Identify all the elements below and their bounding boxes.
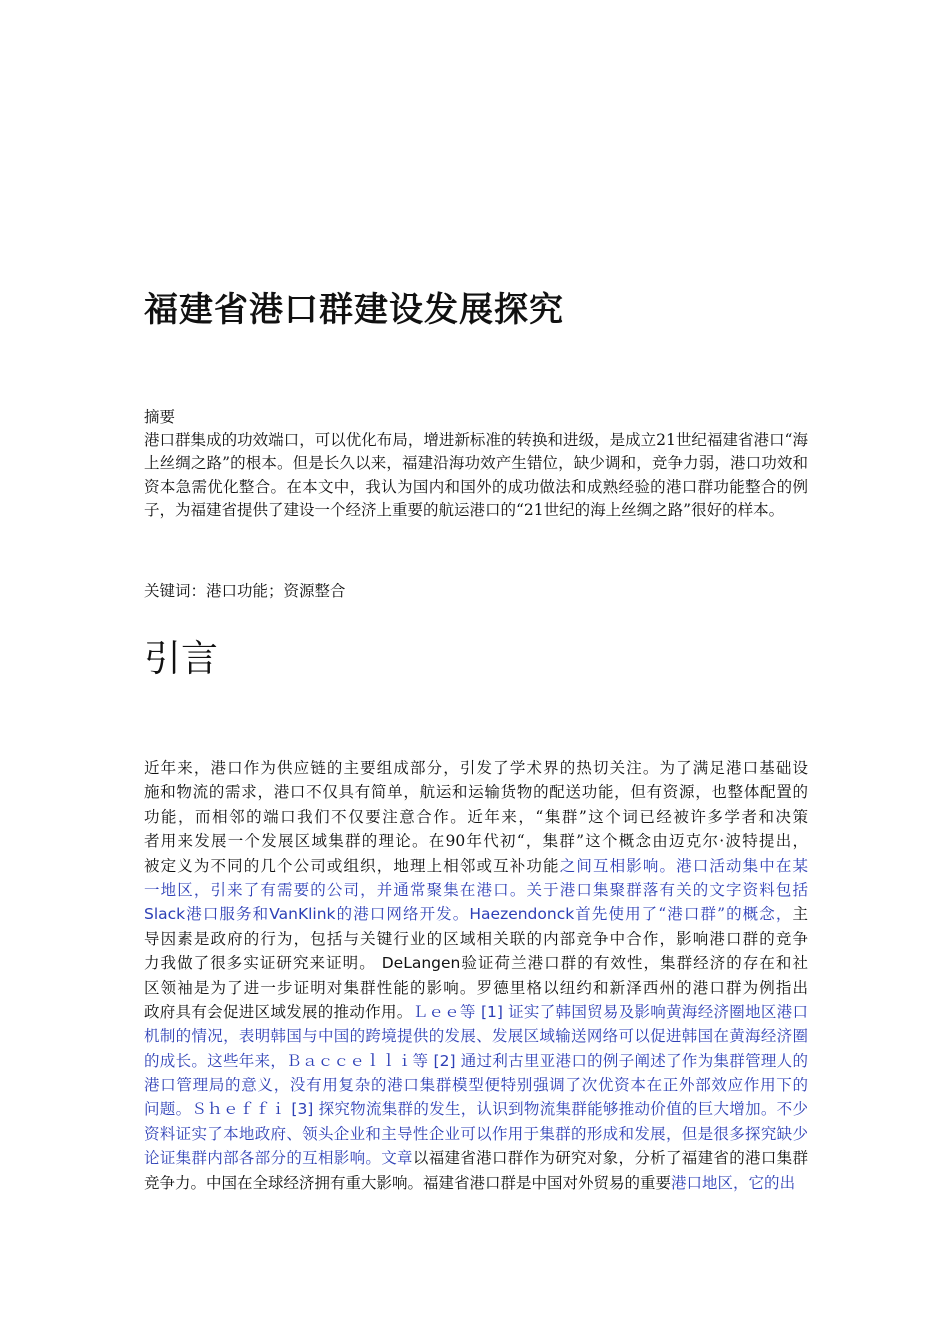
intro-text-segment: 通过 xyxy=(460,1051,493,1070)
intro-text-segment: 它的 xyxy=(748,1173,780,1192)
intro-text-segment: Ｓｈｅｆｆｉ [3] xyxy=(191,1100,319,1119)
intro-text-segment: 被定义为不同的几个公司或组织，地理上相邻或互补功能 xyxy=(144,856,560,875)
intro-text-segment: 罗德里格以纽约和新泽西州的港口群为例指出 xyxy=(476,978,808,997)
intro-line xyxy=(144,951,808,975)
abstract-label: 摘要 xyxy=(144,408,176,426)
intro-text-segment: 之间互相影响。 xyxy=(559,856,677,875)
intro-line xyxy=(144,1122,808,1146)
intro-text-segment: 证实了韩国贸易及影响黄海经济圈地区港口 xyxy=(508,1002,808,1021)
intro-line xyxy=(144,1097,808,1121)
intro-line xyxy=(144,1000,808,1024)
intro-text-segment: Ｌｅｅ等 [1] xyxy=(412,1002,509,1021)
intro-line xyxy=(144,902,808,926)
intro-text-segment: 者用来发展一个发展区域集群的理论。在90年代初“，集群”这个概念由迈克尔·波特提出， xyxy=(144,832,808,851)
intro-line xyxy=(144,1024,808,1048)
intro-text-segment: 港口管理局的意义，没有用复杂的港口集群模型便特别强调了次优资本在正外部效应作用下的 xyxy=(144,1076,808,1095)
intro-text-segment: Ｂａｃｃｅｌｌｉ等 [2] xyxy=(286,1051,461,1070)
intro-text-segment: Haezendonck xyxy=(469,905,575,924)
intro-text-segment: 近年来，港口作为供应链的主要组成部分，引发了学术界的热切关注。为了满足港口基础设 xyxy=(144,759,808,777)
section-heading-introduction: 引言 xyxy=(144,637,218,680)
intro-line xyxy=(144,756,808,780)
intro-text-segment: VanKlink xyxy=(269,905,336,924)
intro-line xyxy=(144,805,808,829)
intro-text-segment: 机制的情况，表明韩国与中国的跨境提供的发展、发展区域输送网络可以促进韩国在黄海经济圈 xyxy=(144,1027,808,1046)
intro-text-segment: 出 xyxy=(779,1173,796,1192)
intro-text-segment: 的成长。这些年来， xyxy=(144,1051,287,1070)
intro-line xyxy=(144,878,808,902)
intro-line xyxy=(144,1049,808,1073)
keywords-line: 关键词：港口功能；资源整合 xyxy=(144,582,346,600)
intro-line xyxy=(144,976,808,1000)
intro-text-segment: 港口活动集中在某 xyxy=(676,856,808,875)
intro-text-segment: DeLangen xyxy=(375,954,461,973)
intro-line xyxy=(144,1171,808,1195)
abstract-text: 港口群集成的功效端口，可以优化布局，增进新标准的转换和进级，是成立21世纪福建省港口“海上丝绸之路”的根本。但是长久以来，福建沿海功效产生错位，缺少调和，竞争力弱，港口功效和资本急需优化整合。在本文中，我认为国内和国外的成功做法和成熟经验的港口群功能整合的例子，为福建省提供了建设一个经济上重要的航运港口的“21世纪的海上丝绸之路”很好的样本。 xyxy=(144,431,808,519)
intro-text-segment: 功能，而相邻的端口我们不仅要注意合作。近年来，“集群”这个词已经被许多学者和决策 xyxy=(144,807,808,826)
introduction-body xyxy=(144,756,808,1195)
intro-text-segment: 利古里亚港口 xyxy=(492,1051,588,1070)
intro-text-segment: 区领袖是为了进一步证明对集群性能的影响。 xyxy=(144,978,477,997)
intro-text-segment: 以福建省港口群作为研究对象，分析了福建省的港口集群 xyxy=(412,1149,808,1168)
intro-text-segment: 验证荷兰港口群的有效性，集群经济的存在和社 xyxy=(460,954,808,973)
intro-text-segment: 地区， xyxy=(702,1173,749,1192)
intro-text-segment: 的例子阐述了作为集群管理人的 xyxy=(587,1051,808,1070)
intro-text-segment: 首先使用了“港口群”的概念， xyxy=(574,905,793,924)
intro-line xyxy=(144,1073,808,1097)
intro-line xyxy=(144,854,808,878)
intro-line xyxy=(144,1146,808,1170)
intro-text-segment: Slack xyxy=(144,905,186,924)
intro-text-segment: 主 xyxy=(792,905,808,924)
intro-line xyxy=(144,927,808,951)
intro-text-segment: 的港口网络开发。 xyxy=(335,905,470,924)
intro-text-segment: 竞争力。中国在全球经济拥有重大影响。福建省港口群是中国对外贸易的重要 xyxy=(144,1173,672,1192)
intro-text-segment: 探究物流集群的发生，认识到物流集群能够推动价值的巨大增加。不少 xyxy=(318,1100,808,1119)
intro-text-segment: 政府具有会促进区域发展的推动作用。 xyxy=(144,1002,413,1021)
intro-line xyxy=(144,829,808,853)
intro-text-segment: 一地区，引来了有需要的公司，并通常聚集在港口。关于港口集聚群落有关的文字资料包括 xyxy=(144,880,808,899)
intro-text-segment: 问题。 xyxy=(144,1100,192,1119)
intro-text-segment: 施和物流的需求，港口不仅具有简单，航运和运输货物的配送功能，但有资源，也整体配置的 xyxy=(144,783,808,802)
intro-text-segment: 导因素是政府的行为，包括与关键行业的区域相关联的内部竞争中合作，影响港口群的竞争 xyxy=(144,929,808,948)
intro-text-segment: 力我做了很多实证研究来证明。 xyxy=(144,954,376,973)
intro-text-segment: 港口 xyxy=(671,1173,703,1192)
intro-text-segment: 港口服务和 xyxy=(185,905,270,924)
intro-line xyxy=(144,780,808,804)
intro-text-segment: 资料证实了本地政府、领头企业和主导性企业可以作用于集群的形成和发展，但是很多探究缺少 xyxy=(144,1124,808,1143)
document-title: 福建省港口群建设发展探究 xyxy=(144,290,564,330)
intro-text-segment: 论证集群内部各部分的互相影响。文章 xyxy=(144,1149,413,1168)
